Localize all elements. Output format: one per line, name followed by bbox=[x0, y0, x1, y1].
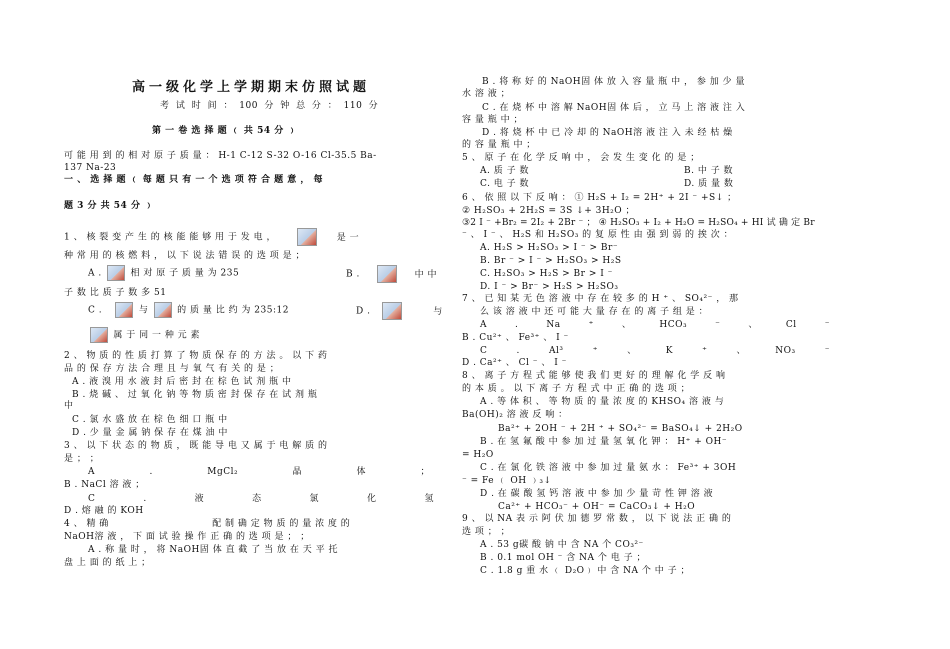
option-fragment: ⁻ bbox=[824, 346, 830, 356]
exam-title: 高一级化学上学期期末仿照试题 bbox=[132, 80, 371, 95]
option-fragment: HCO₃ bbox=[659, 320, 688, 330]
question-9-text: 选 项 ； ； bbox=[462, 527, 511, 537]
isotope-formula-image bbox=[297, 228, 317, 246]
option-4d: D . 将 烧 杯 中 已 冷 却 的 NaOH溶 液 注 入 未 经 枯 燥 bbox=[482, 128, 733, 138]
question-8-text: 的 本 质 。 以 下 离 子 方 程 式 中 正 确 的 选 项 ； bbox=[462, 384, 691, 394]
option-3c bbox=[88, 494, 434, 505]
option-fragment: MgCl₂ bbox=[207, 467, 239, 477]
option-text: 的 质 量 比 约 为 235:12 bbox=[177, 305, 289, 316]
question-1-text: 子 数 比 质 子 数 多 51 bbox=[64, 288, 167, 298]
isotope-formula-image bbox=[115, 302, 133, 318]
option-2d: D . 少 量 金 属 钠 保 存 在 煤 油 中 bbox=[72, 428, 228, 438]
question-2-text: 品 的 保 存 方 法 合 理 且 与 氧 气 有 关 的 是 ； bbox=[64, 364, 280, 374]
isotope-formula-image bbox=[154, 302, 172, 318]
option-fragment: 氯 bbox=[309, 494, 320, 504]
option-fragment: . bbox=[516, 346, 520, 356]
question-3-text: 是 ； ； bbox=[64, 454, 100, 464]
question-3-text: 3 、 以 下 状 态 的 物 质 ， 既 能 导 电 又 属 于 电 解 质 的 bbox=[64, 441, 328, 451]
option-8a: Ba(OH)₂ 溶 液 反 响 ： bbox=[462, 410, 568, 420]
option-fragment: 化 bbox=[367, 494, 377, 504]
option-2b: B . 烧 碱 、 过 氧 化 钠 等 物 质 密 封 保 存 在 试 剂 瓶 bbox=[72, 390, 318, 400]
isotope-formula-image bbox=[382, 302, 402, 320]
option-fragment: 晶 bbox=[292, 467, 303, 477]
option-fragment: . bbox=[143, 494, 147, 504]
option-1b bbox=[346, 265, 437, 283]
option-fragment: A bbox=[88, 467, 95, 477]
option-1c bbox=[88, 302, 289, 318]
question-4-text: 配 制 确 定 物 质 的 量 浓 度 的 bbox=[212, 519, 351, 529]
option-fragment: 、 bbox=[736, 346, 747, 356]
option-fragment: Al³ bbox=[549, 346, 564, 356]
option-text: 相 对 原 子 质 量 为 235 bbox=[130, 268, 240, 279]
option-fragment: ⁺ bbox=[702, 346, 708, 356]
option-fragment: A bbox=[480, 320, 487, 330]
option-fragment: Na bbox=[546, 320, 561, 330]
option-fragment: NO₃ bbox=[775, 346, 796, 356]
option-8c: C . 在 氯 化 铁 溶 液 中 参 加 过 量 氨 水 ： Fe³⁺ + 3OH bbox=[480, 463, 737, 473]
question-1-text: 1 、 核 裂 变 产 生 的 核 能 能 够 用 于 发 电 ， bbox=[64, 232, 277, 243]
option-letter: A . bbox=[88, 268, 102, 279]
question-7-text: 7 、 已 知 某 无 色 溶 液 中 存 在 较 多 的 H ⁺ 、 SO₄²⁻ ， 那 bbox=[462, 294, 739, 304]
option-1d bbox=[356, 302, 443, 320]
option-fragment: ⁺ bbox=[592, 346, 598, 356]
atomic-mass-line: 137 Na-23 bbox=[64, 163, 117, 173]
option-4c: C . 在 烧 杯 中 溶 解 NaOH固 体 后 ， 立 马 上 溶 液 注 入 bbox=[482, 103, 746, 113]
option-1d-cont bbox=[88, 327, 200, 343]
option-9b: B . 0.1 mol OH ⁻ 含 NA 个 电 子 ； bbox=[480, 553, 646, 563]
question-7-text: 么 该 溶 液 中 还 可 能 大 量 存 在 的 离 子 组 是 ： bbox=[480, 307, 709, 317]
option-letter: B . bbox=[346, 269, 360, 280]
option-8d-equation: Ca²⁺ + HCO₃⁻ + OH⁻ = CaCO₃↓ + H₂O bbox=[498, 502, 696, 512]
option-text: 与 bbox=[138, 305, 149, 316]
option-2b: 中 bbox=[64, 401, 74, 411]
option-8a: A . 等 体 积 、 等 物 质 的 量 浓 度 的 KHSO₄ 溶 液 与 bbox=[480, 397, 725, 407]
option-5d: D. 质 量 数 bbox=[684, 179, 734, 189]
option-fragment: K bbox=[665, 346, 673, 356]
option-8d: D . 在 碳 酸 氢 钙 溶 液 中 参 加 少 量 苛 性 钾 溶 液 bbox=[480, 489, 714, 499]
option-text: 与 bbox=[433, 306, 443, 317]
exam-info: 考 试 时 间 ： 100 分 钟 总 分 ： 110 分 bbox=[160, 101, 379, 111]
option-2a: A . 液 溴 用 水 液 封 后 密 封 在 棕 色 试 剂 瓶 中 bbox=[72, 377, 292, 387]
question-4-text: 4 、 精 确 bbox=[64, 519, 109, 529]
option-3a bbox=[88, 467, 430, 478]
option-6c: C. H₂SO₃ > H₂S > Br > I ⁻ bbox=[480, 269, 613, 279]
section-title: 第 一 卷 选 择 题 ﹙ 共 54 分 ﹚ bbox=[152, 126, 297, 136]
question-1-text: 是 一 bbox=[336, 232, 360, 243]
option-9c: C . 1.8 g 重 水 ﹙ D₂O﹚ 中 含 NA 个 中 子 ； bbox=[480, 566, 690, 576]
option-7d: D . Ca²⁺ 、 Cl ⁻ 、 I ⁻ bbox=[462, 358, 567, 368]
option-fragment: 氢 bbox=[424, 494, 434, 504]
option-5a: A. 质 子 数 bbox=[480, 166, 529, 176]
option-7c bbox=[480, 346, 830, 357]
option-6b: B. Br ⁻ > I ⁻ > H₂SO₃ > H₂S bbox=[480, 256, 622, 266]
question-1-text: 种 常 用 的 核 燃 料 ， 以 下 说 法 错 误 的 选 项 是 ； bbox=[64, 251, 305, 261]
option-fragment: ； bbox=[420, 467, 430, 477]
option-8a-equation: Ba²⁺ + 2OH ⁻ + 2H ⁺ + SO₄²⁻ = BaSO₄↓ + 2H₂O bbox=[498, 424, 743, 434]
option-8b: = H₂O bbox=[462, 450, 494, 460]
question-8-text: 8 、 离 子 方 程 式 能 够 使 我 们 更 好 的 理 解 化 学 反 响 bbox=[462, 371, 726, 381]
option-4c: 容 量 瓶 中 ； bbox=[462, 115, 523, 125]
instruction-line: 题 3 分 共 54 分 ﹚ bbox=[64, 201, 154, 211]
option-4b: B . 将 称 好 的 NaOH固 体 放 入 容 量 瓶 中 ， 参 加 少 量 bbox=[482, 77, 745, 87]
option-6a: A. H₂S > H₂SO₃ > I ⁻ > Br⁻ bbox=[480, 243, 619, 253]
option-fragment: ⁻ bbox=[715, 320, 721, 330]
option-3d: D . 熔 融 的 KOH bbox=[64, 506, 144, 516]
option-fragment: 、 bbox=[621, 320, 632, 330]
option-7b: B . Cu²⁺ 、 Fe³⁺ 、 I ⁻ bbox=[462, 333, 569, 343]
question-4-text bbox=[64, 519, 350, 530]
option-fragment: 体 bbox=[356, 467, 367, 477]
isotope-formula-image bbox=[107, 265, 125, 281]
option-5c: C. 电 子 数 bbox=[480, 179, 530, 189]
isotope-formula-image bbox=[90, 327, 108, 343]
option-fragment: . bbox=[149, 467, 153, 477]
question-6-text: ③2 I ⁻ +Br₂ = 2I₂ + 2Br ⁻ ； ④ H₂SO₃ + I₂ + H₂O = H₂SO₄ + HI 试 确 定 Br bbox=[462, 218, 815, 228]
option-5b: B. 中 子 数 bbox=[684, 166, 734, 176]
option-letter: C . bbox=[88, 305, 103, 316]
question-9-text: 9 、 以 NA 表 示 阿 伏 加 德 罗 常 数 ， 以 下 说 法 正 确 的 bbox=[462, 514, 732, 524]
option-fragment: 、 bbox=[627, 346, 637, 356]
question-2-text: 2 、 物 质 的 性 质 打 算 了 物 质 保 存 的 方 法 。 以 下 药 bbox=[64, 351, 328, 361]
option-fragment: C bbox=[88, 494, 96, 504]
option-text: 中 中 bbox=[414, 269, 437, 280]
question-5-text: 5 、 原 子 在 化 学 反 响 中 ， 会 发 生 变 化 的 是 ； bbox=[462, 153, 700, 163]
option-4b: 水 溶 液 ； bbox=[462, 89, 511, 99]
option-1a bbox=[88, 265, 239, 281]
option-fragment: ⁻ bbox=[824, 320, 830, 330]
option-7a bbox=[480, 320, 830, 331]
option-fragment: ⁺ bbox=[588, 320, 594, 330]
option-fragment: C bbox=[480, 346, 488, 356]
option-3b: B . NaCl 溶 液 ； bbox=[64, 480, 145, 490]
option-4a: A . 称 量 时 ， 将 NaOH固 体 直 截 了 当 放 在 天 平 托 bbox=[88, 545, 338, 555]
instruction-line: 一 、 选 择 题 ﹙ 每 题 只 有 一 个 选 项 符 合 题 意 ， 每 bbox=[64, 175, 324, 185]
option-fragment: 、 bbox=[748, 320, 758, 330]
option-fragment: Cl bbox=[785, 320, 797, 330]
question-6-text: ⁻ 、 I ⁻ 、 H₂S 和 H₂SO₃ 的 复 原 性 由 强 到 弱 的 挨 次 ： bbox=[462, 230, 734, 240]
question-6-text: ② H₂SO₃ + 2H₂S = 3S ↓+ 3H₂O ； bbox=[462, 206, 636, 216]
question-6-text: 6 、 依 照 以 下 反 响 ： ① H₂S + I₂ = 2H⁺ + 2I ⁻ +S↓ ； bbox=[462, 193, 737, 203]
atomic-mass-line: 可 能 用 到 的 相 对 原 子 质 量 ： H-1 C-12 S-32 O-16 Cl-35.5 Ba- bbox=[64, 151, 377, 161]
question-4-text: NaOH溶 液 ， 下 面 试 验 操 作 正 确 的 选 项 是 ； ； bbox=[64, 532, 310, 542]
option-fragment: . bbox=[515, 320, 519, 330]
option-8b: B . 在 氢 氟 酸 中 参 加 过 量 氢 氧 化 钾 ： H⁺ + OH⁻ bbox=[480, 437, 728, 447]
option-fragment: 液 bbox=[194, 494, 205, 504]
option-text: 属 于 同 一 种 元 素 bbox=[113, 330, 201, 341]
option-4a: 盘 上 面 的 纸 上 ； bbox=[64, 558, 151, 568]
option-8c: ⁻ = Fe ﹙ OH ﹚₃↓ bbox=[462, 476, 552, 486]
option-2c: C . 氯 水 盛 放 在 棕 色 细 口 瓶 中 bbox=[72, 415, 228, 425]
option-letter: D . bbox=[356, 306, 371, 317]
option-9a: A . 53 g碳 酸 钠 中 含 NA 个 CO₃²⁻ bbox=[480, 540, 644, 550]
question-1-stem bbox=[64, 228, 359, 246]
option-4d: 的 容 量 瓶 中 ； bbox=[462, 140, 536, 150]
option-fragment: 态 bbox=[252, 494, 262, 504]
option-6d: D. I ⁻ > Br⁻ > H₂S > H₂SO₃ bbox=[480, 282, 619, 292]
isotope-formula-image bbox=[377, 265, 397, 283]
